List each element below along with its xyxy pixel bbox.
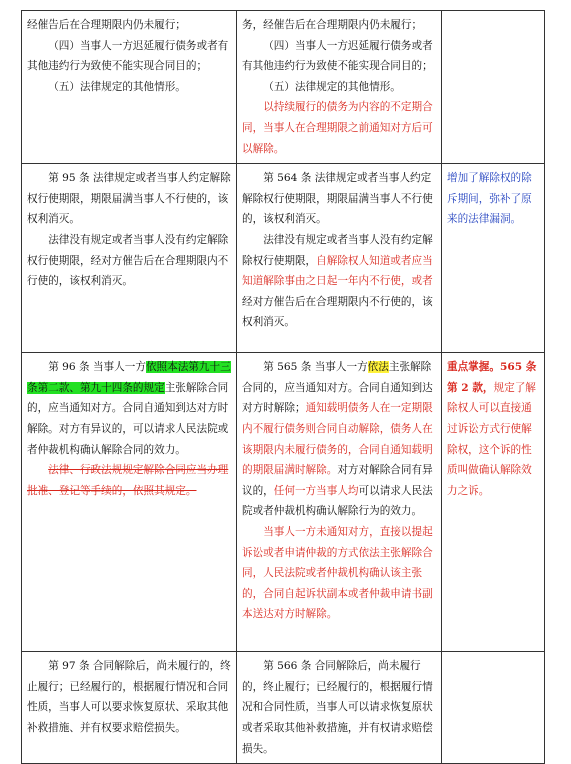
new-law-paragraph [242,230,436,333]
old-law-text: 主张解除合同的，应当通知对方。合同自通知到达对方时解除。对方有异议的，可以请求人民法院或者仲裁机构确认解除合同的效力。 [27,381,229,456]
new-law-cell [237,652,442,764]
note-text: 规定了解除权人可以直接通过诉讼方式行使解除权，这个诉的性质叫做确认解除效力之诉。 [447,381,536,497]
old-law-text: （四）当事人一方迟延履行债务或者有其他违约行为致使不能实现合同目的； [27,39,229,73]
new-law-cell [237,164,442,353]
new-law-text: 法律没有规定或者当事人没有约定解除权行使期限， [242,233,433,267]
table-row [22,652,545,764]
new-law-added-text: 自解除权人知道或者应当知道解除事由之日起一年内不行使，或者 [242,254,433,288]
old-law-text: 法律没有规定或者当事人没有约定解除权行使期限，经对方催告后在合理期限内不行使的，该权利消灭。 [27,233,229,288]
table-row [22,353,545,652]
note-cell [442,164,545,353]
old-law-paragraph [27,357,231,460]
highlighted-text: 依法 [367,361,389,374]
old-law-text: （五）法律规定的其他情形。 [48,80,186,93]
new-law-added-text: 当事人一方未通知对方，直接以提起诉讼或者申请仲裁的方式依法主张解除合同，人民法院或者仲裁机构确认该主张的，合同自起诉状副本或者仲裁申请书副本送达对方时解除。 [242,525,433,621]
table-row [22,11,545,164]
new-law-text: （五）法律规定的其他情形。 [263,80,401,93]
new-law-text: 对方对解除合同有异议的， [242,464,433,497]
note-text: 增加了解除权的除斥期间，弥补了原来的法律漏洞。 [447,172,532,226]
new-law-text: 可以请求人民法院或者仲裁机构确认解除行为的效力。 [242,484,433,518]
new-law-text: 经对方催告后在合理期限内不行使的，该权利消灭。 [242,295,433,329]
old-law-cell [22,164,237,353]
note-cell [442,652,545,764]
table-row [22,164,545,353]
new-law-text: 第 564 条 法律规定或者当事人约定解除权行使期限，期限届满当事人不行使的，该权利消灭。 [242,172,433,226]
new-law-added-text: 任何一方当事人均 [273,484,359,497]
deleted-text: 法律、行政法规规定解除合同应当办理批准、登记等手续的，依照其规定。 [27,464,229,497]
note-cell [442,11,545,164]
new-law-text: 第 565 条 当事人一方 [263,361,368,374]
old-law-text: 第 97 条 合同解除后，尚未履行的，终止履行；已经履行的，根据履行情况和合同性质，当事人可以要求恢复原状、采取其他补救措施、并有权要求赔偿损失。 [27,660,231,734]
old-law-text: 经催告后在合理期限内仍未履行； [27,19,186,31]
new-law-text: 主张解除合同的，应当通知对方。合同自通知到达对方时解除； [242,361,433,415]
new-law-text: 第 566 条 合同解除后，尚未履行的，终止履行；已经履行的，根据履行情况和合同性质，当事人可以请求恢复原状或者采取其他补救措施，并有权请求赔偿损失。 [242,660,433,755]
new-law-text: 务，经催告后在合理期限内仍未履行； [242,19,423,31]
old-law-cell [22,11,237,164]
highlighted-text: 依照本法第九十三条第二款、第九十四条的规定 [27,361,231,394]
new-law-added-text: 以持续履行的债务为内容的不定期合同，当事人在合理期限之前通知对方后可以解除。 [242,101,433,155]
old-law-cell [22,353,237,652]
old-law-text: 第 95 条 法律规定或者当事人约定解除权行使期限，期限届满当事人不行使的，该权利消灭。 [27,172,231,226]
old-law-text: 第 96 条 当事人一方 [48,361,146,374]
new-law-paragraph [242,357,436,522]
new-law-added-text: 通知载明债务人在一定期限内不履行债务则合同自动解除，债务人在该期限内未履行债务的，合同自通知载明的期限届满时解除。 [242,402,433,477]
new-law-cell [237,353,442,652]
note-emphasis: 重点掌握。565 条第 2 款， [447,361,537,394]
comparison-table [21,10,545,764]
note-paragraph [447,357,539,501]
new-law-cell [237,11,442,164]
old-law-cell [22,652,237,764]
new-law-text: （四）当事人一方迟延履行债务或者有其他违约行为致使不能实现合同目的； [242,39,433,73]
note-cell [442,353,545,652]
